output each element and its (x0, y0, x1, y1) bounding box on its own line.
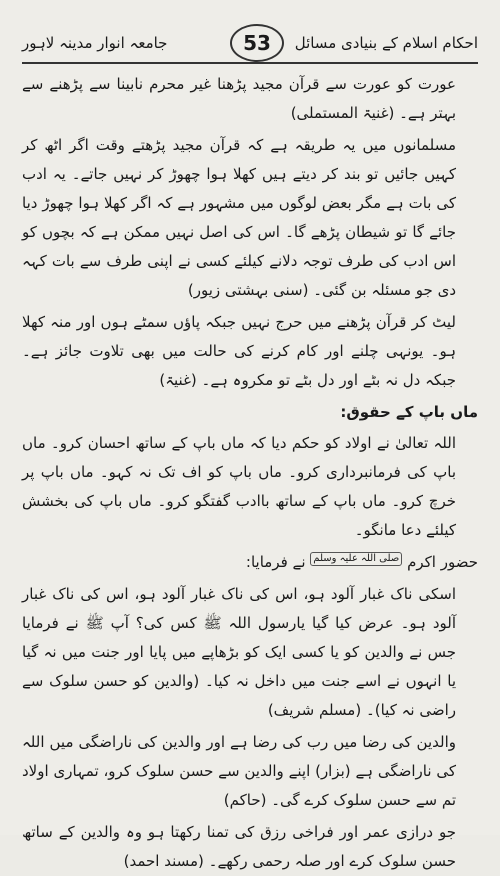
paragraph-women-recitation: عورت کو عورت سے قرآن مجید پڑھنا غیر محرم نابینا سے پڑھنے سے بہتر ہے۔ (غنیۃ المستملی) (22, 75, 456, 122)
said-text: نے فرمایا: (245, 553, 306, 571)
paragraph-closing-quran: مسلمانوں میں یہ طریقہ ہے کہ قرآن مجید پڑھتے وقت اگر اٹھ کر کہیں جائیں تو بند کر دیتے ہیں کھلا ہوا چھوڑ کر نہیں جاتے۔ یہ ادب کی بات ہے مگر بعض لوگوں میں مشہور ہے کہ اگر کھلا ہوا چھوڑ دیا جائے گا تو شیطان پڑھے گا۔ اس کی اصل نہیں ممکن ہے کہ بچوں کو اس ادب کی طرف توجہ دلانے کیلئے کسی نے اپنی طرف سے بات کہہ دی جو مسئلہ بن گئی۔ (سنی بہشتی زیور) (22, 136, 456, 299)
paragraph-long-life: جو درازی عمر اور فراخی رزق کی تمنا رکھتا ہو وہ والدین کے ساتھ حسن سلوک کرے اور صلہ رحمی رکھے۔ (مسند احمد) (22, 823, 456, 870)
paragraph-lying-recitation: لیٹ کر قرآن پڑھنے میں حرج نہیں جبکہ پاؤں سمٹے ہوں اور منہ کھلا ہو۔ یونہی چلنے اور کام کرنے کی حالت میں بھی تلاوت جائز ہے۔ جبکہ دل نہ بٹے اور دل بٹے تو مکروہ ہے۔ (غنیۃ) (22, 313, 456, 389)
paragraph-parents-duties: اللہ تعالیٰ نے اولاد کو حکم دیا کہ ماں باپ کے ساتھ احسان کرو۔ ماں باپ کی فرمانبرداری کرو۔ ماں باپ کو اف تک نہ کہو۔ ماں باپ پر خرچ کرو۔ ماں باپ کے ساتھ باادب گفتگو کرو۔ ماں باپ کی بخشش کیلئے دعا مانگو۔ (22, 434, 456, 539)
prophet-title: حضور اکرم (407, 553, 478, 571)
paragraph-prophet-said (22, 548, 478, 577)
page-header (22, 30, 478, 64)
page-number: 53 (243, 31, 271, 55)
section-heading-parents-rights: ماں باپ کے حقوق: (340, 403, 478, 421)
honorific-ligature: صلی اللہ علیہ وسلم (310, 552, 402, 566)
book-title: احکام اسلام کے بنیادی مسائل (294, 34, 478, 52)
publisher-name: جامعہ انوار مدینہ لاہور (22, 34, 168, 52)
page-body (22, 70, 478, 870)
page-number-badge (230, 24, 284, 62)
paragraph-hadith-dust: اسکی ناک غبار آلود ہو، اس کی ناک غبار آلود ہو، اس کی ناک غبار آلود ہو۔ عرض کیا گیا یارسول اللہ ﷺ کس کی؟ آپ ﷺ نے فرمایا جس نے والدین کو یا کسی ایک کو بڑھاپے میں پایا اور جنت میں نہ گیا یا انہوں نے اسے جنت میں داخل نہ کیا۔ (والدین کو حسن سلوک سے راضی نہ کیا)۔ (مسلم شریف) (22, 585, 456, 719)
paragraph-parents-pleasure: والدین کی رضا میں رب کی رضا ہے اور والدین کی ناراضگی میں اللہ کی ناراضگی ہے (بزار) اپنے والدین سے حسن سلوک کرو، تمہاری اولاد تم سے حسن سلوک کرے گی۔ (حاکم) (22, 733, 456, 809)
